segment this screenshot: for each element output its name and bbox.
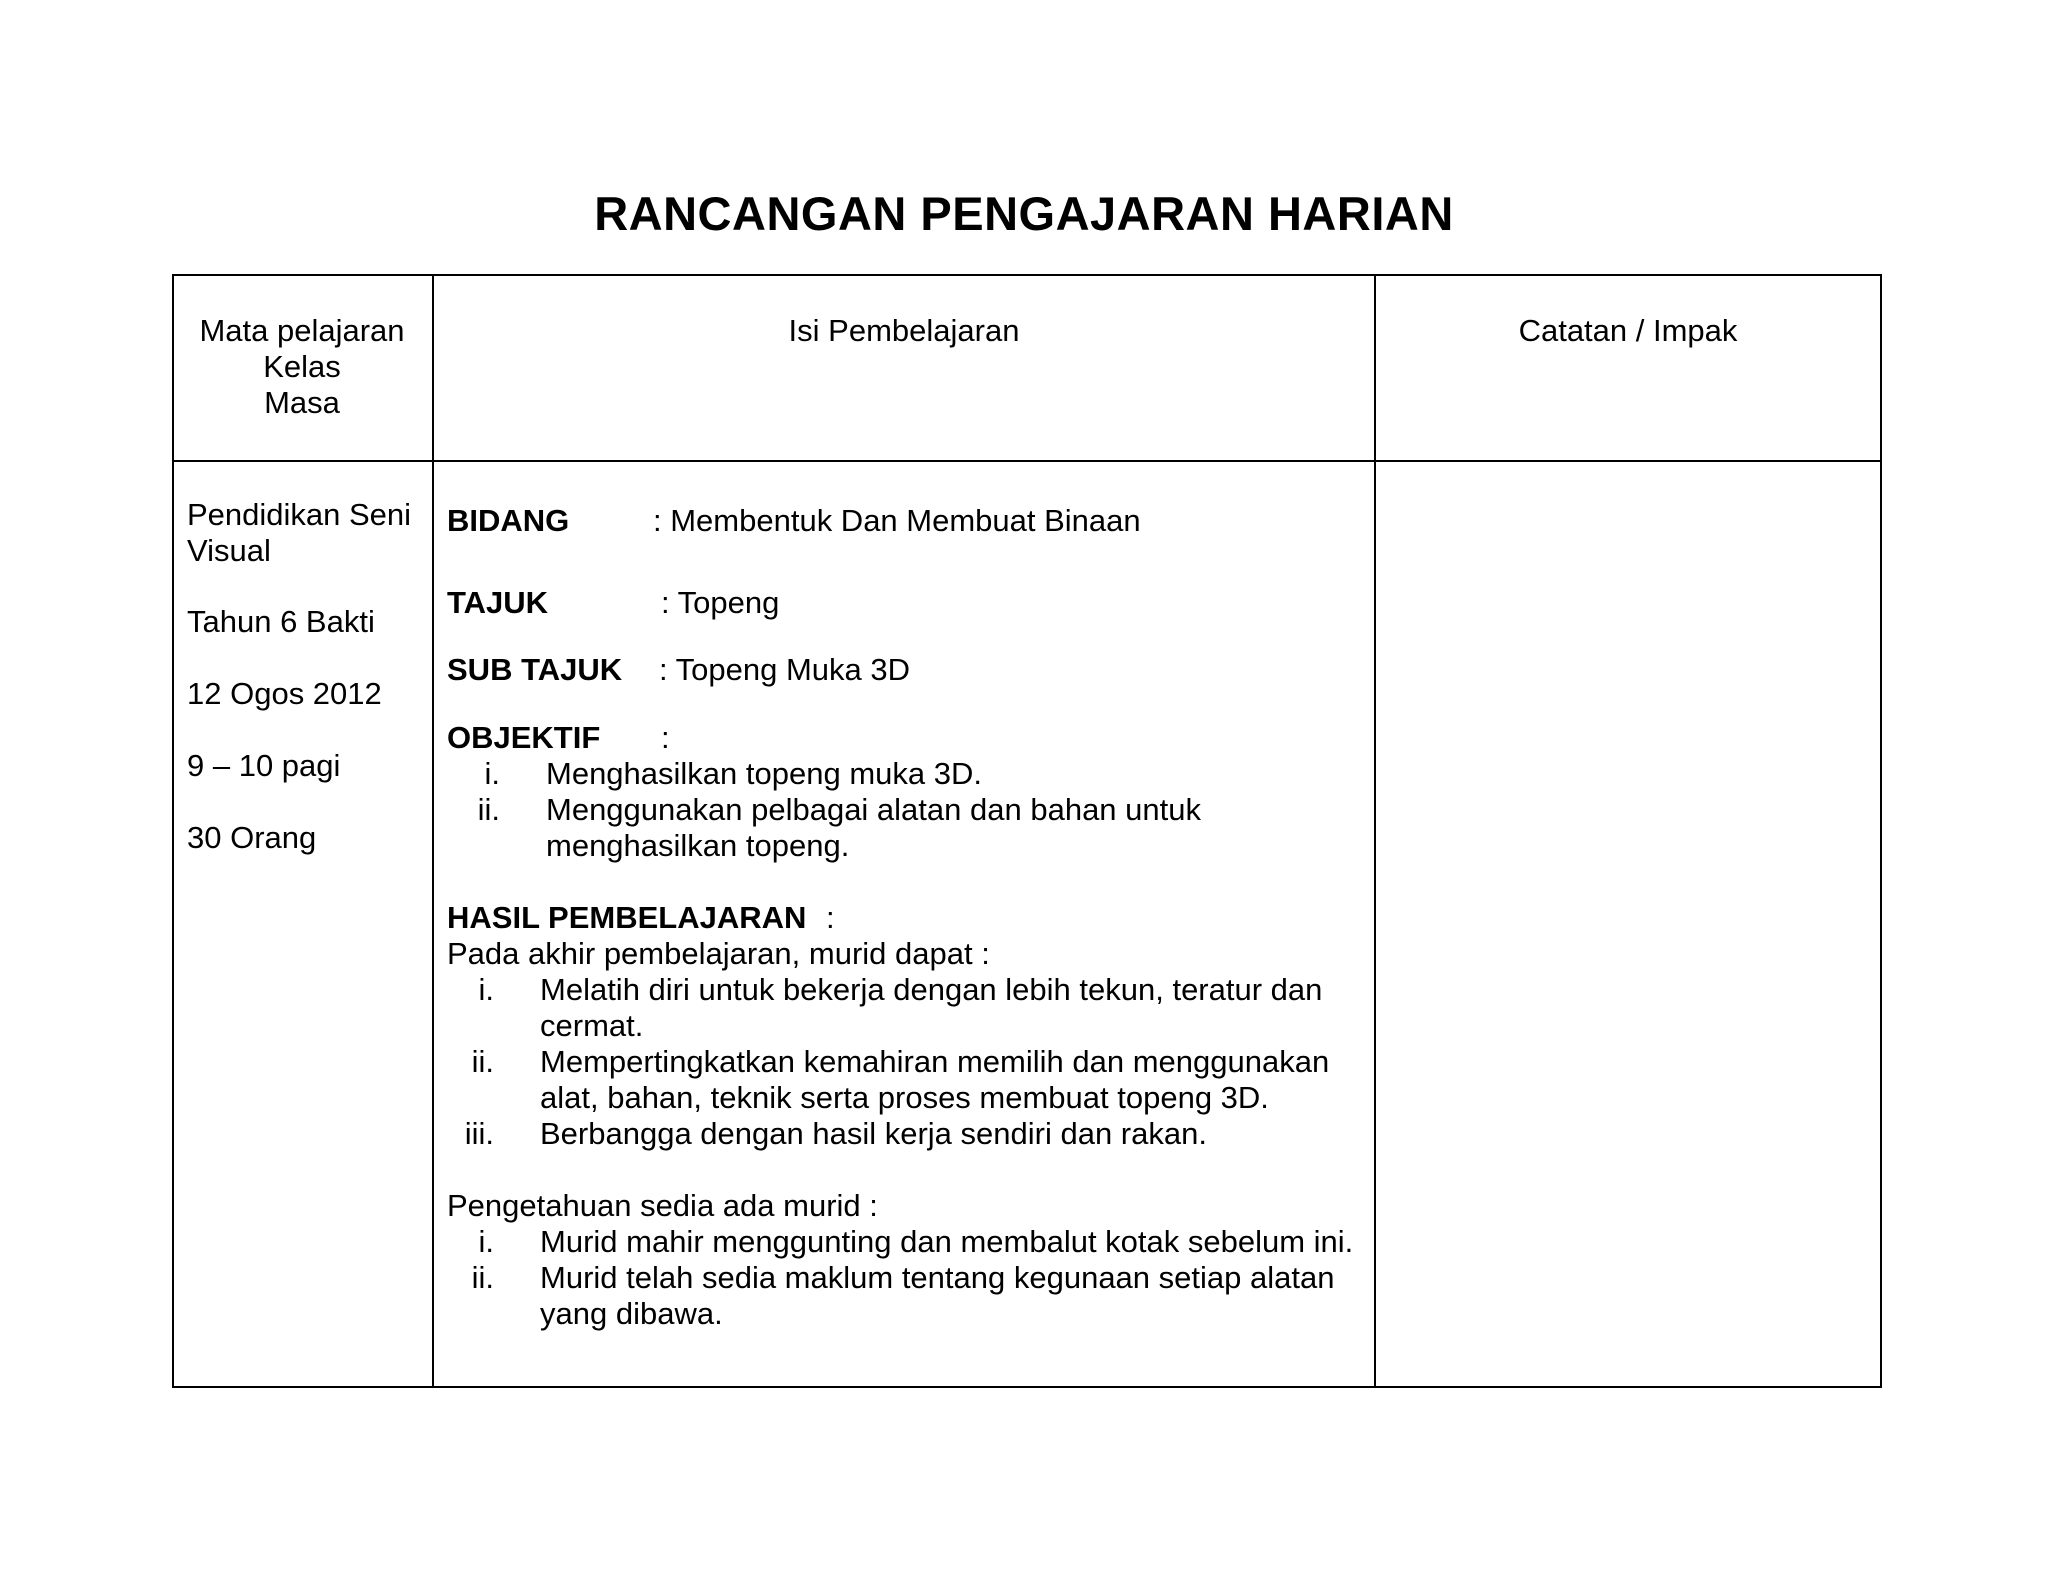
- tajuk-label: TAJUK: [447, 585, 549, 620]
- hasil-num-2: ii.: [471, 1044, 494, 1079]
- hasil-item-1-line-1: Melatih diri untuk bekerja dengan lebih tekun, teratur dan: [540, 972, 1323, 1007]
- lesson-time: 9 – 10 pagi: [187, 748, 341, 783]
- hasil-item-3: Berbangga dengan hasil kerja sendiri dan rakan.: [540, 1116, 1207, 1151]
- sub-tajuk-value: : Topeng Muka 3D: [659, 652, 911, 687]
- page-title: RANCANGAN PENGAJARAN HARIAN: [594, 187, 1454, 240]
- pengetahuan-item-2-line-1: Murid telah sedia maklum tentang kegunaan setiap alatan: [540, 1260, 1335, 1295]
- objektif-num-1: i.: [484, 756, 500, 791]
- objektif-colon: :: [661, 720, 670, 755]
- objektif-item-2-line-1: Menggunakan pelbagai alatan dan bahan untuk: [546, 792, 1201, 827]
- subject-line-1: Pendidikan Seni: [187, 497, 412, 532]
- subject-line-2: Visual: [187, 533, 271, 568]
- header-content: Isi Pembelajaran: [788, 313, 1020, 348]
- student-count: 30 Orang: [187, 820, 317, 855]
- pengetahuan-label: Pengetahuan sedia ada murid :: [447, 1188, 878, 1223]
- pengetahuan-item-2-line-2: yang dibawa.: [540, 1296, 723, 1331]
- table-border-top: [172, 274, 1882, 276]
- tajuk-value: : Topeng: [661, 585, 780, 620]
- hasil-item-2-line-2: alat, bahan, teknik serta proses membuat topeng 3D.: [540, 1080, 1269, 1115]
- table-header-divider: [172, 460, 1882, 462]
- bidang-value: : Membentuk Dan Membuat Binaan: [653, 503, 1141, 538]
- objektif-label: OBJEKTIF: [447, 720, 601, 755]
- table-border-right: [1880, 274, 1882, 1388]
- hasil-num-3: iii.: [464, 1116, 494, 1151]
- subject-name: [187, 497, 411, 569]
- header-time: Masa: [264, 385, 340, 420]
- hasil-item-2-line-1: Mempertingkatkan kemahiran memilih dan menggunakan: [540, 1044, 1330, 1079]
- header-subject: Mata pelajaran: [199, 313, 405, 348]
- hasil-num-1: i.: [478, 972, 494, 1007]
- table-border-bottom: [172, 1386, 1882, 1388]
- objektif-item-1: Menghasilkan topeng muka 3D.: [546, 756, 982, 791]
- sub-tajuk-label: SUB TAJUK: [447, 652, 623, 687]
- objektif-item-2-line-2: menghasilkan topeng.: [546, 828, 850, 863]
- table-divider-2: [1374, 274, 1376, 1388]
- table-divider-1: [432, 274, 434, 1388]
- hasil-colon: :: [826, 900, 835, 935]
- header-class: Kelas: [263, 349, 341, 384]
- hasil-item-1-line-2: cermat.: [540, 1008, 644, 1043]
- bidang-label: BIDANG: [447, 503, 570, 538]
- header-notes: Catatan / Impak: [1518, 313, 1738, 348]
- hasil-intro: Pada akhir pembelajaran, murid dapat :: [447, 936, 990, 971]
- lesson-date: 12 Ogos 2012: [187, 676, 382, 711]
- objektif-num-2: ii.: [477, 792, 500, 827]
- class-name: Tahun 6 Bakti: [187, 604, 375, 639]
- hasil-label: HASIL PEMBELAJARAN: [447, 900, 807, 935]
- header-subject-class-time: [172, 313, 432, 421]
- pengetahuan-num-1: i.: [478, 1224, 494, 1259]
- table-border-left: [172, 274, 174, 1388]
- pengetahuan-num-2: ii.: [471, 1260, 494, 1295]
- pengetahuan-item-1: Murid mahir menggunting dan membalut kotak sebelum ini.: [540, 1224, 1354, 1259]
